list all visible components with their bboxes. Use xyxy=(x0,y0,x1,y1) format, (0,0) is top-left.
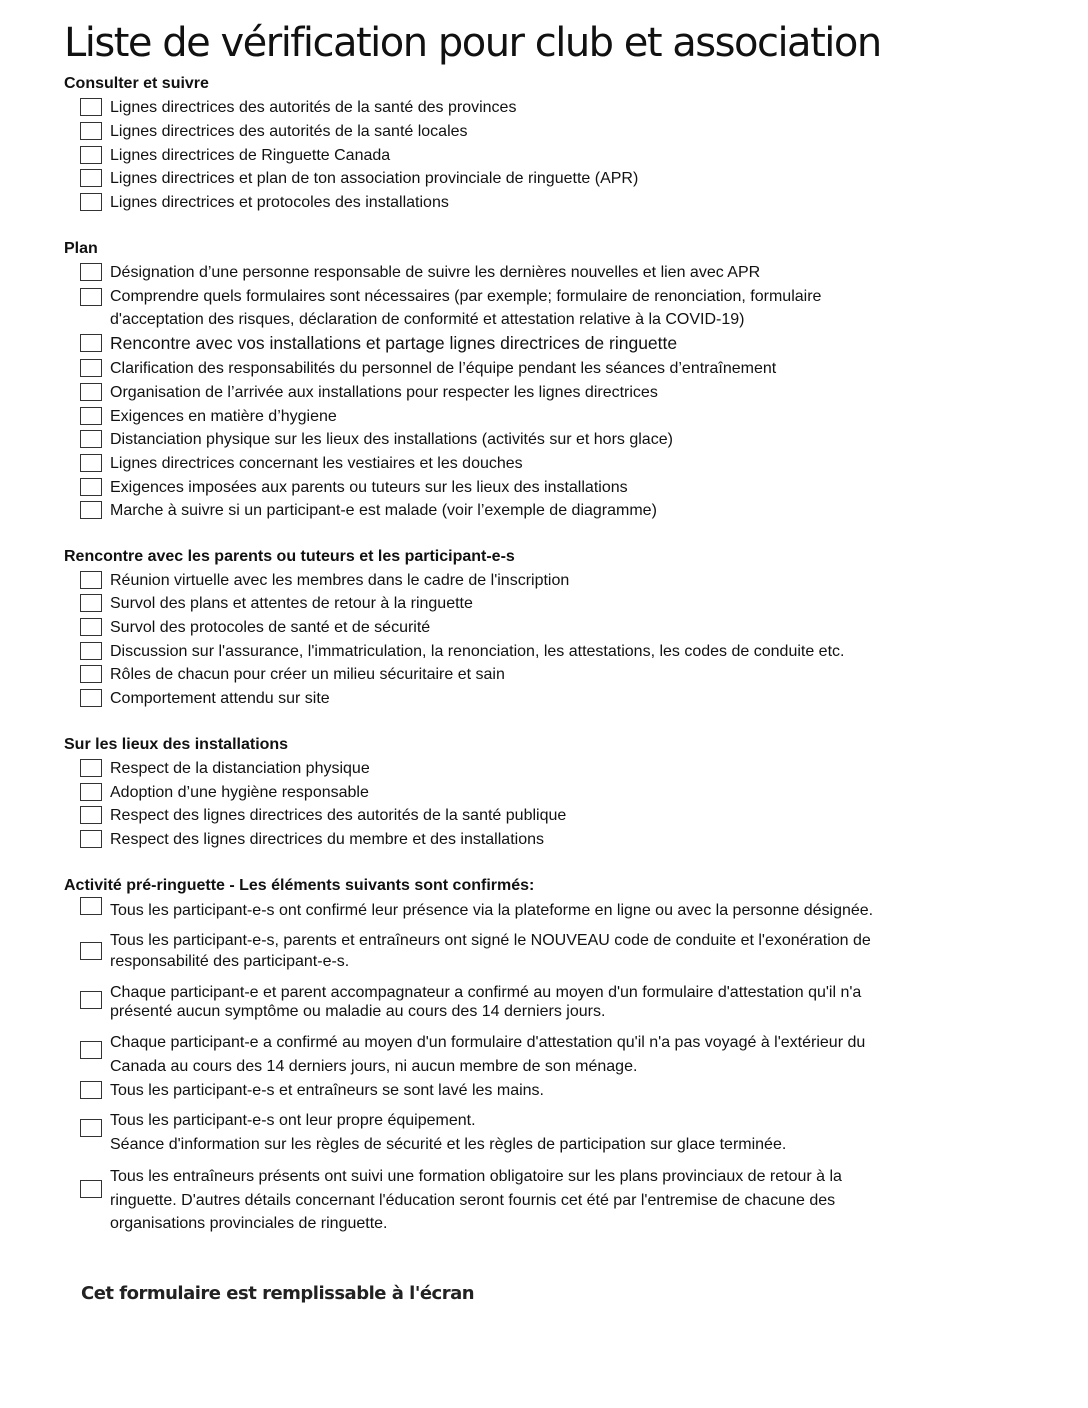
item-text: Lignes directrices et plan de ton association provinciale de ringuette (APR) xyxy=(110,170,639,187)
item-text: Tous les participant-e-s ont leur propre équipement. xyxy=(110,1112,476,1129)
item-text: d'acceptation des risques, déclaration de conformité et attestation relative à la COVID-19) xyxy=(110,311,745,328)
checkbox[interactable] xyxy=(80,501,102,519)
item-text: Réunion virtuelle avec les membres dans le cadre de l'inscription xyxy=(110,572,570,589)
item-text: présenté aucun symptôme ou maladie au cours des 14 derniers jours. xyxy=(110,1003,606,1020)
item-text: Adoption d’une hygiène responsable xyxy=(110,784,369,801)
item-text: Tous les participant-e-s, parents et entraîneurs ont signé le NOUVEAU code de conduite et l'exonération de xyxy=(110,932,871,949)
checkbox[interactable] xyxy=(80,991,102,1009)
item-text: Survol des plans et attentes de retour à la ringuette xyxy=(110,595,473,612)
item-text: Comprendre quels formulaires sont nécessaires (par exemple; formulaire de renonciation, formulaire xyxy=(110,288,822,305)
item-text: Survol des protocoles de santé et de sécurité xyxy=(110,619,431,636)
item-text: Respect des lignes directrices des autorités de la santé publique xyxy=(110,807,567,824)
item-text: Discussion sur l'assurance, l'immatriculation, la renonciation, les attestations, les codes de conduite etc. xyxy=(110,643,845,660)
checkbox[interactable] xyxy=(80,665,102,683)
checkbox[interactable] xyxy=(80,98,102,116)
checkbox[interactable] xyxy=(80,942,102,960)
item-text: Désignation d’une personne responsable de suivre les dernières nouvelles et lien avec APR xyxy=(110,264,761,281)
checkbox[interactable] xyxy=(80,618,102,636)
checkbox[interactable] xyxy=(80,122,102,140)
section-title-consulter: Consulter et suivre xyxy=(64,75,209,92)
item-text: Chaque participant-e a confirmé au moyen d'un formulaire d'attestation qu'il n'a pas voyagé à l'extérieur du xyxy=(110,1034,866,1051)
item-text: Lignes directrices de Ringuette Canada xyxy=(110,147,391,164)
item-text: Exigences imposées aux parents ou tuteurs sur les lieux des installations xyxy=(110,479,628,496)
item-text: Tous les participant-e-s et entraîneurs se sont lavé les mains. xyxy=(110,1082,544,1099)
item-text: organisations provinciales de ringuette. xyxy=(110,1215,388,1232)
checkbox[interactable] xyxy=(80,430,102,448)
item-text: Lignes directrices des autorités de la santé locales xyxy=(110,123,468,140)
checkbox[interactable] xyxy=(80,334,102,352)
item-text: Tous les entraîneurs présents ont suivi une formation obligatoire sur les plans provinciaux de retour à la xyxy=(110,1168,842,1185)
item-text: Lignes directrices et protocoles des installations xyxy=(110,194,449,211)
checkbox[interactable] xyxy=(80,830,102,848)
checkbox[interactable] xyxy=(80,146,102,164)
checkbox[interactable] xyxy=(80,169,102,187)
item-text: Séance d'information sur les règles de sécurité et les règles de participation sur glace terminée. xyxy=(110,1136,787,1153)
item-text: responsabilité des participant-e-s. xyxy=(110,953,350,970)
checkbox[interactable] xyxy=(80,806,102,824)
checkbox[interactable] xyxy=(80,759,102,777)
section-title-lieux: Sur les lieux des installations xyxy=(64,736,289,753)
checkbox[interactable] xyxy=(80,594,102,612)
section-title-rencontre: Rencontre avec les parents ou tuteurs et les participant-e-s xyxy=(64,548,515,565)
checkbox[interactable] xyxy=(80,288,102,306)
item-text: Rencontre avec vos installations et partage lignes directrices de ringuette xyxy=(110,333,678,353)
checkbox[interactable] xyxy=(80,571,102,589)
checkbox[interactable] xyxy=(80,1041,102,1059)
section-title-activite: Activité pré-ringuette - Les éléments suivants sont confirmés: xyxy=(64,877,535,894)
checkbox[interactable] xyxy=(80,263,102,281)
section-title-plan: Plan xyxy=(64,240,98,257)
checkbox[interactable] xyxy=(80,1180,102,1198)
checkbox[interactable] xyxy=(80,193,102,211)
checkbox[interactable] xyxy=(80,689,102,707)
checkbox[interactable] xyxy=(80,454,102,472)
checkbox[interactable] xyxy=(80,407,102,425)
item-text: Lignes directrices concernant les vestiaires et les douches xyxy=(110,455,523,472)
checkbox[interactable] xyxy=(80,359,102,377)
checkbox[interactable] xyxy=(80,1081,102,1099)
item-text: Canada au cours des 14 derniers jours, ni aucun membre de son ménage. xyxy=(110,1058,638,1075)
item-text: Exigences en matière d’hygiene xyxy=(110,408,337,425)
item-text: Respect des lignes directrices du membre et des installations xyxy=(110,831,544,848)
item-text: Respect de la distanciation physique xyxy=(110,760,370,777)
item-text: Rôles de chacun pour créer un milieu sécuritaire et sain xyxy=(110,666,505,683)
item-text: Marche à suivre si un participant-e est malade (voir l’exemple de diagramme) xyxy=(110,502,657,519)
checkbox[interactable] xyxy=(80,897,102,915)
item-text: Distanciation physique sur les lieux des installations (activités sur et hors glace) xyxy=(110,431,673,448)
item-text: Organisation de l’arrivée aux installations pour respecter les lignes directrices xyxy=(110,384,658,401)
checkbox[interactable] xyxy=(80,783,102,801)
item-text: Tous les participant-e-s ont confirmé leur présence via la plateforme en ligne ou avec la personne désignée. xyxy=(110,902,874,919)
checkbox[interactable] xyxy=(80,478,102,496)
item-text: Lignes directrices des autorités de la santé des provinces xyxy=(110,99,517,116)
checkbox[interactable] xyxy=(80,1119,102,1137)
item-text: Chaque participant-e et parent accompagnateur a confirmé au moyen d'un formulaire d'attestation qu'il n'a xyxy=(110,984,862,1001)
item-text: Comportement attendu sur site xyxy=(110,690,330,707)
checkbox[interactable] xyxy=(80,642,102,660)
item-text: Clarification des responsabilités du personnel de l’équipe pendant les séances d’entraînement xyxy=(110,360,777,377)
item-text: ringuette. D'autres détails concernant l'éducation seront fournis cet été par l'entremise de chacune des xyxy=(110,1192,836,1209)
page-title: Liste de vérification pour club et association xyxy=(64,20,881,66)
checkbox[interactable] xyxy=(80,383,102,401)
footer-note: Cet formulaire est remplissable à l'écran xyxy=(81,1283,475,1304)
